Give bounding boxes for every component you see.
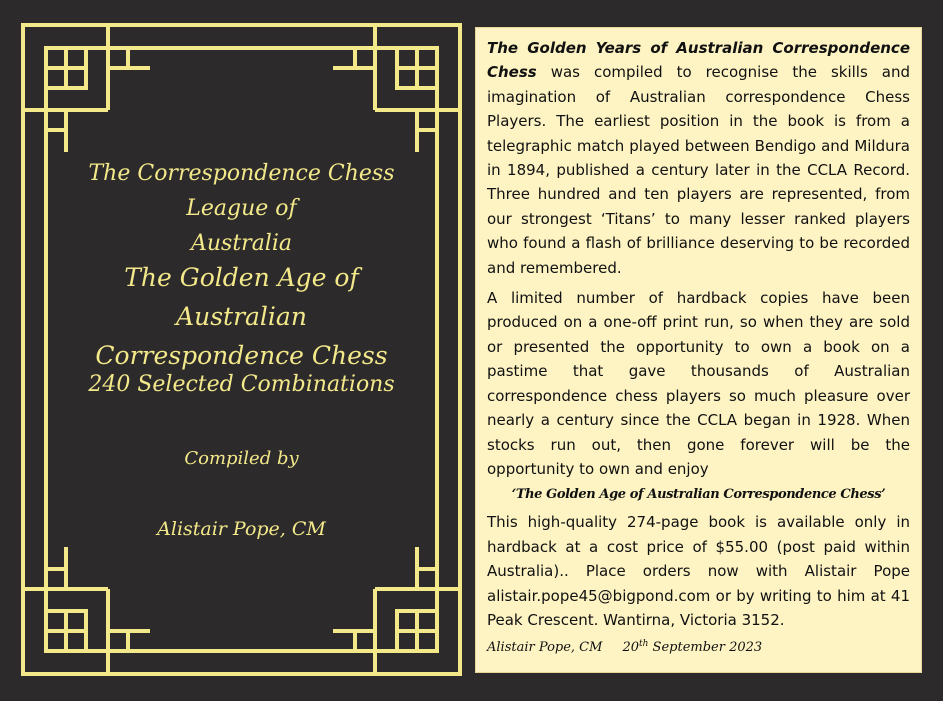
book-title: The Golden Years of Australian Correspondence Chess [487,39,910,82]
cover-text [20,22,463,677]
cover-author: Alistair Pope, CM [157,518,326,540]
description-paragraph-3 [487,510,910,632]
signature [487,633,910,659]
paragraph-3-address: or by writing to him at 41 Peak Crescent. Wantirna, Victoria 3152. [487,586,910,629]
signature-month-year: September 2023 [648,640,763,656]
cover-compiled-by: Compiled by [184,448,299,469]
signature-day: 20 [622,640,639,656]
paragraph-3-text: This high-quality 274-page book is available only in hardback at a cost price of $55.00 (post paid within Australia).. Place orders now with Alistair Pope [487,513,910,581]
cover-subtitle: 240 Selected Combinations [88,372,395,397]
cover-title-line2: Correspondence Chess [95,341,388,370]
cover-league-line1: The Correspondence Chess League of [88,161,395,221]
cover-league-name [60,156,423,261]
cover-league-line2: Australia [190,231,292,256]
cover-title-line1: The Golden Age of Australian [124,263,359,331]
signature-name: Alistair Pope, CM [487,640,603,656]
description-panel [475,27,922,673]
cover-title [60,258,423,375]
signature-ordinal: th [639,639,649,650]
book-title-quote: ‘The Golden Age of Australian Correspondence Chess’ [511,487,886,503]
signature-date [622,640,762,655]
book-cover [20,22,463,677]
description-paragraph-1 [487,36,910,280]
description-paragraph-2: A limited number of hardback copies have been produced on a one-off print run, so when they are sold or presented the opportunity to own a book on a pastime that gave thousands of Australian correspondence chess players so much pleasure over nearly a century since the CCLA began in 1928. When stocks run out, then gone forever will be the opportunity to own and enjoy [487,289,910,478]
paragraph-1-text: was compiled to recognise the skills and imagination of Australian correspondence Chess Players. The earliest position in the book is from a telegraphic match played between Bendigo and Mildura in 1894, published a century later in the CCLA Record. Three hundred and ten players are represented, from our strongest ‘Titans’ to many lesser ranked players who found a flash of brilliance deserving to be recorded and remembered. [487,63,910,277]
email-link[interactable]: alistair.pope45@bigpond.com [487,586,711,605]
